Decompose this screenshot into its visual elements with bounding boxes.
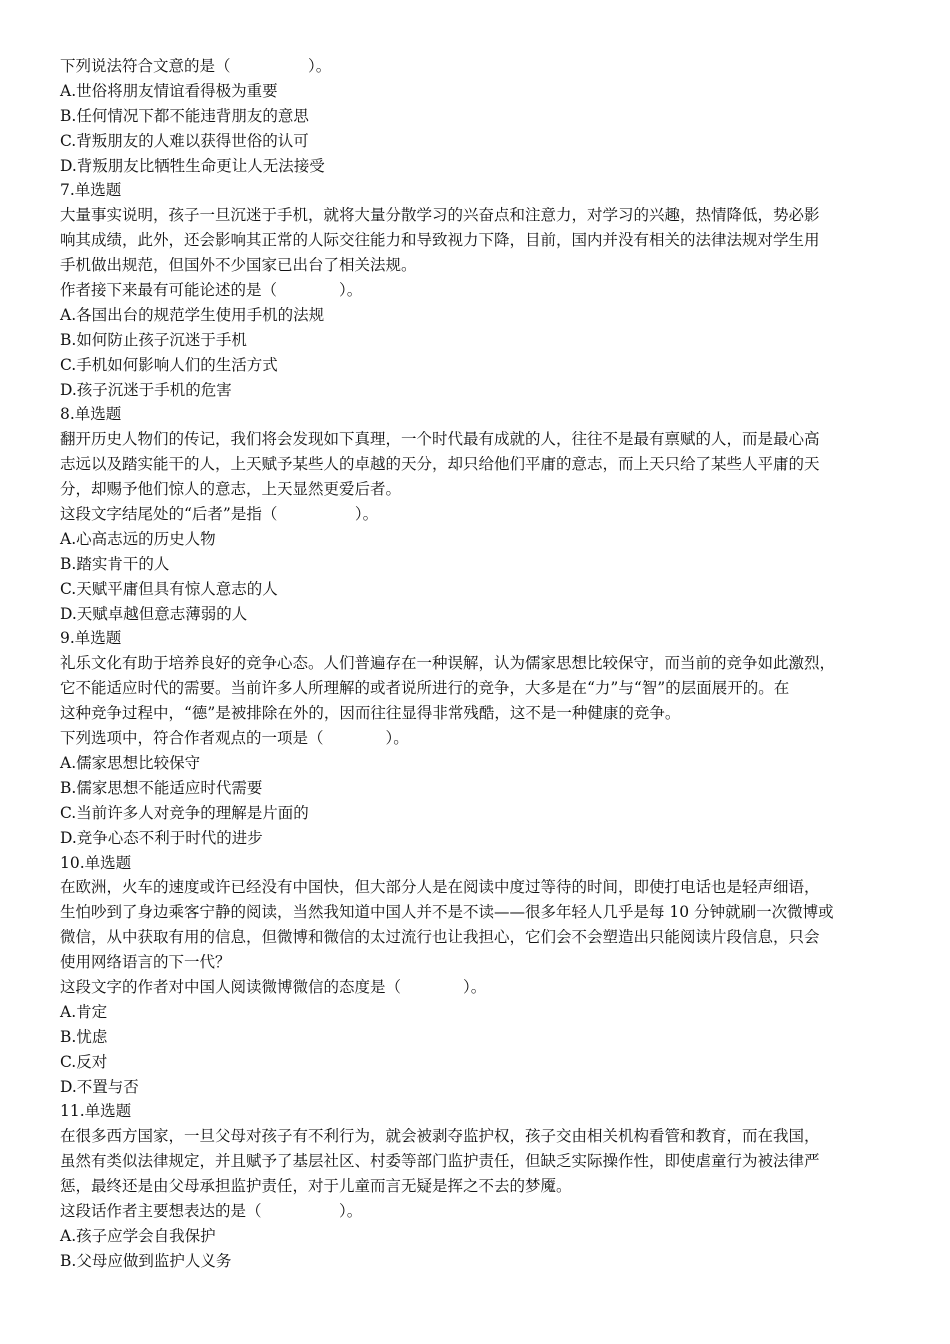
option-a: A.肯定 [60,1002,108,1021]
question-header: 10.单选题 [60,853,132,872]
passage-line: 虽然有类似法律规定，并且赋予了基层社区、村委等部门监护责任，但缺乏实际操作性，即使虐童行为被法律严 [60,1152,820,1171]
question-header: 8.单选题 [60,405,122,424]
option-a: A.世俗将朋友情谊看得极为重要 [60,81,278,100]
passage-line: 在欧洲，火车的速度或许已经没有中国快，但大部分人是在阅读中度过等待的时间，即使打电话也是轻声细语， [60,878,820,897]
passage-line: 手机做出规范，但国外不少国家已出台了相关法规。 [60,256,417,275]
option-b: B.踏实肯干的人 [60,554,170,573]
question-header: 11.单选题 [60,1102,132,1121]
passage-line: 这种竞争过程中，“德”是被排除在外的，因而往往显得非常残酷，这不是一种健康的竞争。 [60,704,681,723]
option-b: B.忧虑 [60,1027,108,1046]
option-b: B.任何情况下都不能违背朋友的意思 [60,106,309,125]
question-prev [60,54,890,178]
option-b: B.儒家思想不能适应时代需要 [60,778,263,797]
passage-line: 翻开历史人物们的传记，我们将会发现如下真理，一个时代最有成就的人，往往不是最有禀赋的人，而是最心高 [60,430,820,449]
option-b: B.父母应做到监护人义务 [60,1251,232,1270]
question-stem: 下列说法符合文意的是（ ）。 [60,57,332,75]
option-d: D.孩子沉迷于手机的危害 [60,380,232,399]
question-7 [60,178,890,402]
question-stem: 下列选项中，符合作者观点的一项是（ ）。 [60,729,409,748]
option-a: A.孩子应学会自我保护 [60,1226,216,1245]
passage-line: 惩，最终还是由父母承担监护责任，对于儿童而言无疑是挥之不去的梦魇。 [60,1177,572,1196]
question-10 [60,851,890,1100]
option-d: D.背叛朋友比牺牲生命更让人无法接受 [60,156,325,175]
option-d: D.竞争心态不利于时代的进步 [60,828,263,847]
passage-line: 使用网络语言的下一代？ [60,953,231,972]
option-b: B.如何防止孩子沉迷于手机 [60,330,247,349]
question-header: 9.单选题 [60,629,122,648]
option-c: C.天赋平庸但具有惊人意志的人 [60,579,278,598]
option-a: A.各国出台的规范学生使用手机的法规 [60,305,325,324]
passage-line: 志远以及踏实能干的人，上天赋予某些人的卓越的天分，却只给他们平庸的意志，而上天只给了某些人平庸的天 [60,455,820,474]
exam-page [60,54,890,1274]
option-c: C.手机如何影响人们的生活方式 [60,355,278,374]
question-9 [60,626,890,850]
option-c: C.反对 [60,1052,108,1071]
option-d: D.不置与否 [60,1077,139,1096]
option-a: A.儒家思想比较保守 [60,753,201,772]
question-8 [60,402,890,626]
passage-line: 大量事实说明，孩子一旦沉迷于手机，就将大量分散学习的兴奋点和注意力，对学习的兴趣，热情降低，势必影 [60,206,820,225]
question-stem: 这段话作者主要想表达的是（ ）。 [60,1201,363,1220]
option-d: D.天赋卓越但意志薄弱的人 [60,604,248,623]
passage-line: 生怕吵到了身边乘客宁静的阅读，当然我知道中国人并不是不读——很多年轻人几乎是每 10 分钟就刷一次微博或 [60,903,834,922]
option-a: A.心高志远的历史人物 [60,529,216,548]
passage-line: 在很多西方国家，一旦父母对孩子有不利行为，就会被剥夺监护权，孩子交由相关机构看管和教育，而在我国， [60,1127,820,1146]
option-c: C.背叛朋友的人难以获得世俗的认可 [60,131,309,150]
passage-line: 礼乐文化有助于培养良好的竞争心态。人们普遍存在一种误解，认为儒家思想比较保守，而当前的竞争如此激烈， [60,654,836,673]
passage-line: 分，却赐予他们惊人的意志，上天显然更爱后者。 [60,480,402,499]
question-11 [60,1099,890,1273]
question-stem: 作者接下来最有可能论述的是（ ）。 [60,281,363,300]
question-header: 7.单选题 [60,181,122,200]
option-c: C.当前许多人对竞争的理解是片面的 [60,803,309,822]
passage-line: 微信，从中获取有用的信息，但微博和微信的太过流行也让我担心，它们会不会塑造出只能阅读片段信息，只会 [60,928,820,947]
passage-line: 响其成绩，此外，还会影响其正常的人际交往能力和导致视力下降，目前，国内并没有相关的法律法规对学生用 [60,231,820,250]
passage-line: 它不能适应时代的需要。当前许多人所理解的或者说所进行的竞争，大多是在“力”与“智”的层面展开的。在 [60,679,790,698]
question-stem: 这段文字结尾处的“后者”是指（ ）。 [60,505,379,524]
question-stem: 这段文字的作者对中国人阅读微博微信的态度是（ ）。 [60,977,487,996]
